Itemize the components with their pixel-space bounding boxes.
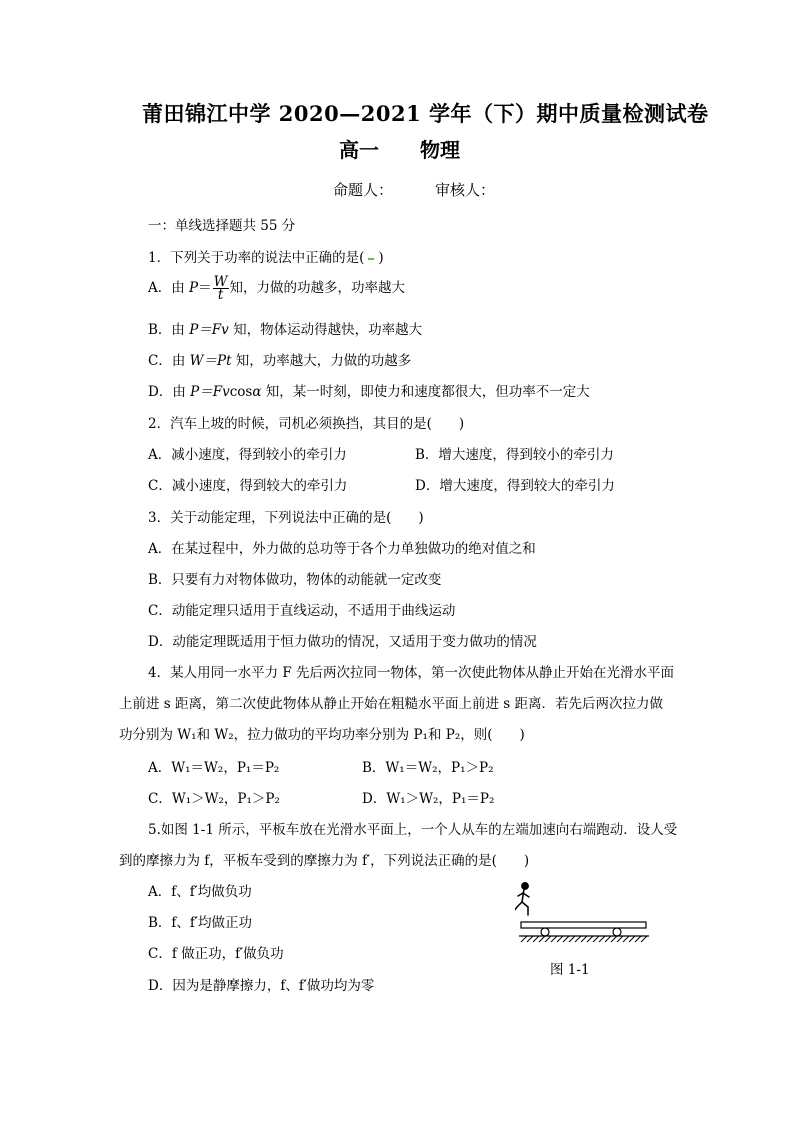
q1-option-c <box>148 349 411 369</box>
q4-option-a: A．W₁＝W₂，P₁＝P₂ <box>148 760 280 776</box>
q5-option-b: B．f、f′均做正功 <box>148 915 252 931</box>
q2-option-a: A．减小速度，得到较小的牵引力 <box>148 447 347 463</box>
q3-option-b: B．只要有力对物体做功，物体的动能就一定改变 <box>148 572 442 588</box>
q5-line-2: 到的摩擦力为 f，平板车受到的摩擦力为 f′，下列说法正确的是( ) <box>119 853 530 869</box>
q1-d-text: 知，某一时刻，即使力和速度都很大，但功率不一定大 <box>261 384 590 400</box>
q3-stem: 3．关于动能定理，下列说法中正确的是( ) <box>148 510 424 526</box>
q3-option-c: C．动能定理只适用于直线运动，不适用于曲线运动 <box>148 603 456 619</box>
q1-c-formula: W＝Pt <box>189 353 232 369</box>
q2-option-c: C．减小速度，得到较大的牵引力 <box>148 478 348 494</box>
cart-plank <box>521 922 646 928</box>
q1-a-var: P <box>189 280 199 296</box>
q1-a-text: 知，力做的功越多，功率越大 <box>229 280 406 296</box>
q1-stem-close: ) <box>378 250 384 266</box>
q1-stem-text: 1．下列关于功率的说法中正确的是( <box>148 250 365 266</box>
q4-option-d: D．W₁＞W₂，P₁＝P₂ <box>362 791 495 807</box>
setter-label: 命题人： <box>333 181 394 199</box>
q4-option-c: C．W₁＞W₂，P₁＞P₂ <box>148 791 280 807</box>
q1-stem <box>148 246 384 266</box>
q1-d-formula: P＝Fv <box>190 384 230 400</box>
q1-d-cos: cos <box>229 384 253 400</box>
section-heading: 一：单线选择题共 55 分 <box>148 218 296 234</box>
q1-b-prefix: B．由 <box>148 322 190 338</box>
q1-c-text: 知，功率越大，力做的功越多 <box>231 353 412 369</box>
q5-option-d: D．因为是静摩擦力，f、f′做功均为零 <box>148 978 375 994</box>
cart-wheel-right <box>613 928 621 936</box>
q5-option-c: C．f 做正功，f′做负功 <box>148 946 284 962</box>
exam-title: 莆田锦江中学 2020—2021 学年（下）期中质量检测试卷 <box>142 101 709 126</box>
q1-option-a <box>148 276 405 301</box>
q1-a-prefix: A．由 <box>148 280 190 296</box>
q2-option-d: D．增大速度，得到较大的牵引力 <box>415 478 615 494</box>
q1-option-d <box>148 380 590 400</box>
q1-option-b <box>148 318 422 338</box>
fraction-denominator: t <box>217 287 224 303</box>
runner-figure <box>515 883 529 915</box>
q1-c-prefix: C．由 <box>148 353 190 369</box>
q1-d-prefix: D．由 <box>148 384 191 400</box>
q5-line-1: 5.如图 1-1 所示，平板车放在光滑水平面上，一个人从车的左端加速向右端跑动．设人受 <box>148 822 678 838</box>
q5-option-a: A．f、f′均做负功 <box>148 884 252 900</box>
subject-label: 物理 <box>420 138 460 162</box>
q1-a-eq: ＝ <box>198 280 212 296</box>
figure-caption: 图 1-1 <box>550 962 590 978</box>
cart-wheel-left <box>541 928 549 936</box>
q2-stem: 2．汽车上坡的时候，司机必须换挡，其目的是( ) <box>148 416 465 432</box>
q1-d-alpha: α <box>252 384 262 400</box>
q3-option-a: A．在某过程中，外力做的总功等于各个力单独做功的绝对值之和 <box>148 541 536 557</box>
q1-b-text: 知，物体运动得越快，功率越大 <box>228 322 423 338</box>
q4-line-3: 功分别为 W₁和 W₂，拉力做功的平均功率分别为 P₁和 P₂，则( ) <box>119 727 525 743</box>
reviewer-label: 审核人： <box>435 181 496 199</box>
q2-option-b: B．增大速度，得到较小的牵引力 <box>415 447 614 463</box>
figure-cart-runner <box>515 878 655 950</box>
q3-option-d: D．动能定理既适用于恒力做功的情况，又适用于变力做功的情况 <box>148 634 537 650</box>
ground-hatching <box>521 936 647 942</box>
grade-label: 高一 <box>339 138 379 162</box>
q1-b-formula: P＝Fv <box>189 322 229 338</box>
q4-option-b: B．W₁＝W₂，P₁＞P₂ <box>362 760 494 776</box>
fraction-numerator: W <box>213 274 228 290</box>
q4-line-2: 上前进 s 距离，第二次使此物体从静止开始在粗糙水平面上前进 s 距离．若先后两次拉力做 <box>119 696 664 712</box>
q1-a-fraction <box>213 276 229 301</box>
q4-line-1: 4．某人用同一水平力 F 先后两次拉同一物体，第一次使此物体从静止开始在光滑水平面 <box>148 665 675 681</box>
answer-mark <box>368 258 374 260</box>
